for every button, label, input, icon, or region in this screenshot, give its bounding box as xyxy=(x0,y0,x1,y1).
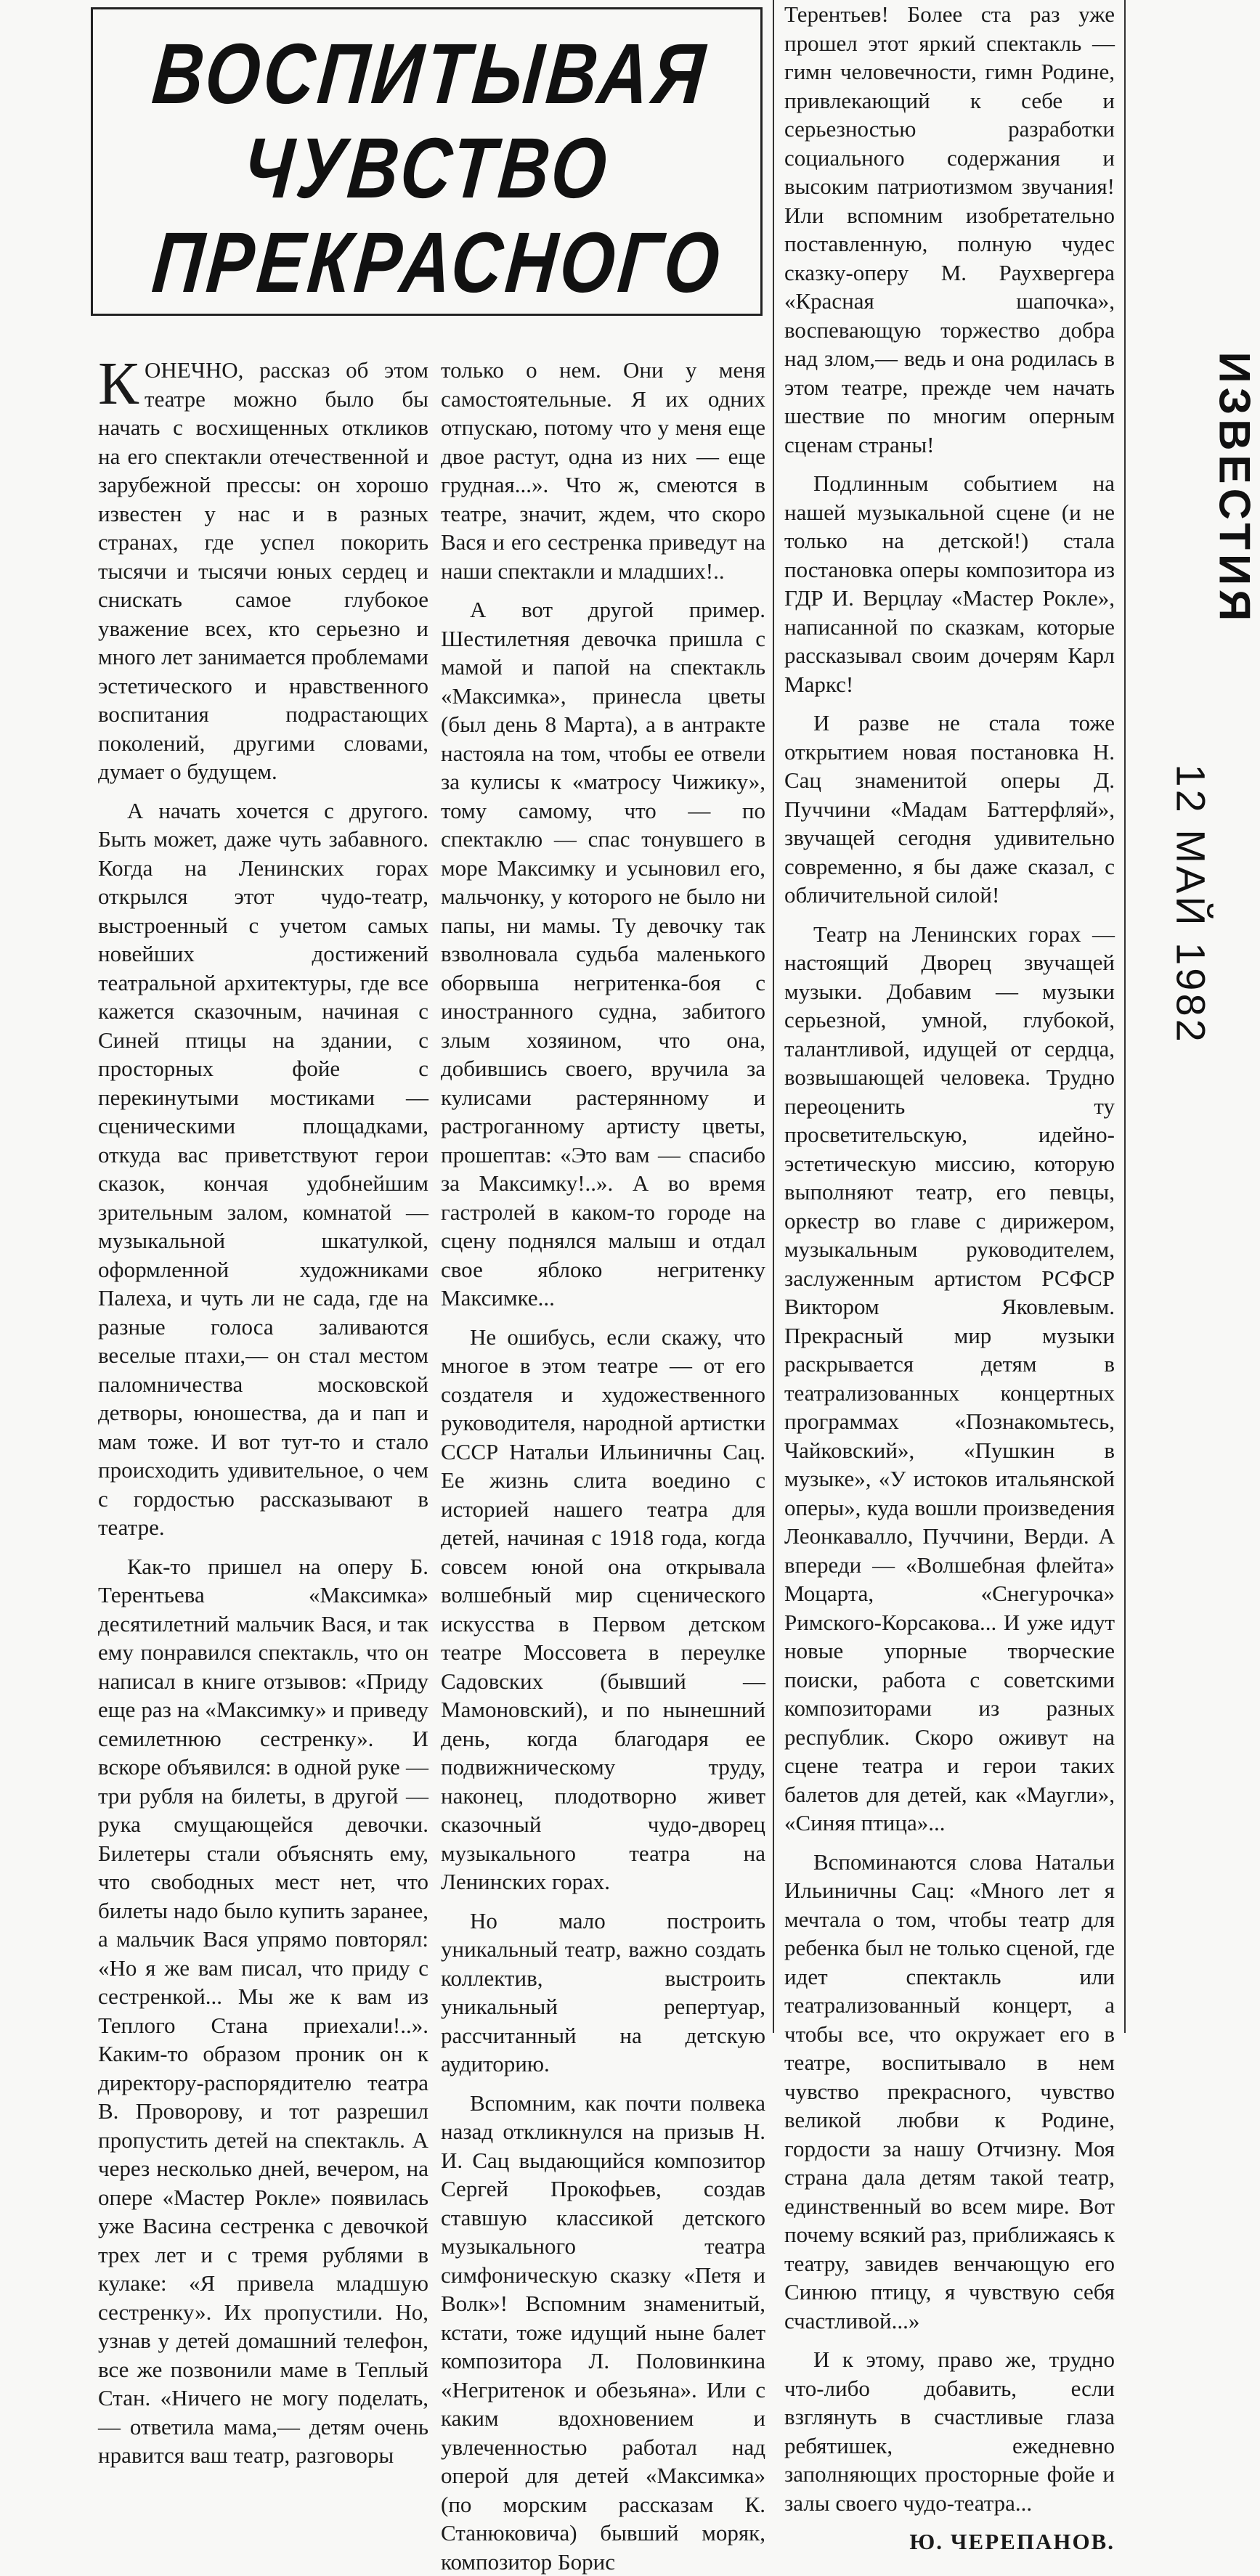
paragraph: А начать хочется с другого. Быть может, даже чуть забавного. Когда на Ленинских горах открылся этот чудо-театр, выстроенный с учетом самых новейших достижений театральной архитектуры, где все кажется сказочным, начиная с Синей птицы на здании, с просторных фойе с перекинутыми мостиками — сценическими площадками, откуда вас приветствуют герои сказок, кончая удобнейшим зрительным залом, комнатой — музыкальной шкатулкой, оформленной художниками Палеха, и чуть ли не сада, где на разные голоса заливаются веселые птахи,— он стал местом паломничества московской детворы, юношества, да и пап и мам тоже. И вот тут-то и стало происходить удивительное, о чем с гордостью рассказывают в театре. xyxy=(98,796,428,1542)
paragraph: Но мало построить уникальный театр, важно создать коллектив, выстроить уникальный репертуар, рассчитанный на детскую аудиторию. xyxy=(441,1907,765,2079)
paragraph: Терентьев! Более ста раз уже прошел этот яркий спектакль — гимн человечности, гимн Родине, привлекающий к себе и серьезностью разработки социального содержания и высоким патриотизмом звучания! Или вспомним изобретательно поставленную, полную чудес сказку-оперу М. Раухвергера «Красная шапочка», воспевающую торжество добра над злом,— ведь и она родилась в этом театре, прежде чем начать шествие по многим оперным сценам страны! xyxy=(784,0,1115,459)
paragraph: Подлинным событием на нашей музыкальной сцене (и не только на детской!) стала постановка оперы композитора из ГДР И. Верцлау «Мастер Рокле», написанной по сказкам, которые рассказывал своим дочерям Карл Маркс! xyxy=(784,469,1115,698)
article-column-2 xyxy=(441,356,765,2026)
headline-line-1: ВОСПИТЫВАЯ xyxy=(150,31,704,117)
article-column-1 xyxy=(98,356,428,2026)
paragraph: А вот другой пример. Шестилетняя девочка пришла с мамой и папой на спектакль «Максимка», принесла цветы (был день 8 Марта), а в антракте настояла на том, чтобы ее отвели за кулисы к «матросу Чижику», тому самому, что — по спектаклю — спас тонувшего в море Максимку и усыновил его, мальчонку, у которого не было ни папы, ни мамы. Ту девочку так взволновала судьба маленького оборвыша негритенка-боя с иностранного судна, забитого злым хозяином, что она, добившись своего, вручила за кулисами растерянному и растроганному артисту цветы, прошептав: «Это вам — спасибо за Максимку!..». А во время гастролей в каком-то городе на сцену поднялся малыш и отдал свое яблоко негритенку Максимке... xyxy=(441,595,765,1313)
paragraph: Не ошибусь, если скажу, что многое в этом театре — от его создателя и художественного руководителя, народной артистки СССР Натальи Ильиничны Сац. Ее жизнь слита воедино с историей нашего театра для детей, начиная с 1918 года, когда совсем юной она открывала волшебный мир сценического искусства в Первом детском театре Моссовета в переулке Садовских (бывший — Мамоновский), и по нынешний день, когда благодаря ее подвижническому труду, наконец, плодотворно живет сказочный чудо-дворец музыкального театра на Ленинских горах. xyxy=(441,1323,765,1896)
author-signature: Ю. ЧЕРЕПАНОВ. xyxy=(784,2527,1115,2556)
paragraph: И разве не стала тоже открытием новая постановка Н. Сац знаменитой оперы Д. Пуччини «Мадам Баттерфляй», звучащей сегодня удивительно современно, я бы даже сказал, с обличительной силой! xyxy=(784,709,1115,910)
headline-line-2: ЧУВСТВО xyxy=(150,126,704,211)
paragraph: Театр на Ленинских горах — настоящий Дворец звучащей музыки. Добавим — музыки серьезной, умной, глубокой, талантливой, идущей от сердца, возвышающей человека. Трудно переоценить ту просветительскую, идейно-эстетическую миссию, которую выполняют театр, его певцы, оркестр во главе с дирижером, музыкальным руководителем, заслуженным артистом РСФСР Виктором Яковлевым. Прекрасный мир музыки раскрывается детям в театрализованных концертных программах «Познакомьтесь, Чайковский», «Пушкин в музыке», «У истоков итальянской оперы», куда вошли произведения Леонкавалло, Пуччини, Верди. А впереди — «Волшебная флейта» Моцарта, «Снегурочка» Римского-Корсакова... И уже идут новые упорные творческие поиски, работа с советскими композиторами из разных республик. Скоро оживут на сцене театра и герои таких балетов для детей, как «Маугли», «Синяя птица»... xyxy=(784,920,1115,1838)
paragraph-text: ОНЕЧНО, рассказ об этом театре можно было бы начать с восхищенных откликов на его спектакли отечественной и зарубежной прессы: он хорошо известен у нас и в разных странах, где успел покорить тысячи и тысячи юных сердец и снискать самое глубокое уважение всех, кто серьезно и много лет занимается проблемами эстетического и нравственного воспитания подрастающих поколений, другими словами, думает о будущем. xyxy=(98,357,428,784)
headline-line-3: ПРЕКРАСНОГО xyxy=(150,220,704,306)
headline-box xyxy=(91,7,763,316)
date-stamp: 12 МАЙ 1982 xyxy=(1168,765,1215,1055)
column-divider xyxy=(1124,0,1126,2033)
paragraph: Как-то пришел на оперу Б. Терентьева «Максимка» десятилетний мальчик Вася, и так ему понравился спектакль, что он написал в книге отзывов: «Приду еще раз на «Максимку» и приведу семилетнюю сестренку». И вскоре объявился: в одной руке — три рубля на билеты, в другой — рука смущающейся девочки. Билетеры стали объяснять ему, что свободных мест нет, что билеты надо было купить заранее, а мальчик Вася упрямо повторял: «Но я же вам писал, что приду с сестренкой... Мы же к вам из Теплого Стана приехали!..». Каким-то образом проник он к директору-распорядителю театра В. Проворову, и тот разрешил пропустить детей на спектакль. А через несколько дней, вечером, на опере «Мастер Рокле» появилась уже Васина сестренка с девочкой трех лет и с тремя рублями в кулаке: «Я привела младшую сестренку». Их пропустили. Но, узнав у детей домашний телефон, все же позвонили маме в Теплый Стан. «Ничего не могу поделать,— ответила мама,— детям очень нравится ваш театр, разговоры xyxy=(98,1552,428,2470)
article-column-3 xyxy=(784,0,1115,2026)
newspaper-stamp: ИЗВЕСТИЯ xyxy=(1210,352,1260,570)
paragraph: Вспоминаются слова Натальи Ильиничны Сац: «Много лет я мечтала о том, чтобы театр для ребенка был не только сценой, где идет спектакль или театрализованный концерт, а чтобы все, что окружает его в театре, воспитывало в нем чувство прекрасного, чувство великой любви к Родине, гордости за нашу Отчизну. Моя страна дала детям такой театр, единственный во всем мире. Вот почему всякий раз, приближаясь к театру, завидев венчающую его Синюю птицу, я чувствую себя счастливой...» xyxy=(784,1848,1115,2336)
column-divider xyxy=(773,0,774,2033)
paragraph: только о нем. Они у меня самостоятельные. Я их одних отпускаю, потому что у меня еще двое растут, одна из них — еще грудная...». Что ж, смеются в театре, значит, ждем, что скоро Вася и его сестренка приведут на наши спектакли и младших!.. xyxy=(441,356,765,585)
paragraph xyxy=(98,356,428,786)
paragraph: Вспомним, как почти полвека назад откликнулся на призыв Н. И. Сац выдающийся композитор Сергей Прокофьев, создав ставшую классикой детского музыкального театра симфоническую сказку «Петя и Волк»! Вспомним знаменитый, кстати, тоже идущий ныне балет композитора Л. Половинкина «Негритенок и обезьяна». Или с каким вдохновением и увлеченностью работал над оперой для детей «Максимка» (по морским рассказам К. Станюковича) бывший моряк, композитор Борис xyxy=(441,2089,765,2576)
drop-cap: К xyxy=(98,359,139,409)
paragraph: И к этому, право же, трудно что-либо добавить, если взглянуть в счастливые глаза ребятишек, ежедневно заполняющих просторные фойе и залы своего чудо-театра... xyxy=(784,2345,1115,2517)
